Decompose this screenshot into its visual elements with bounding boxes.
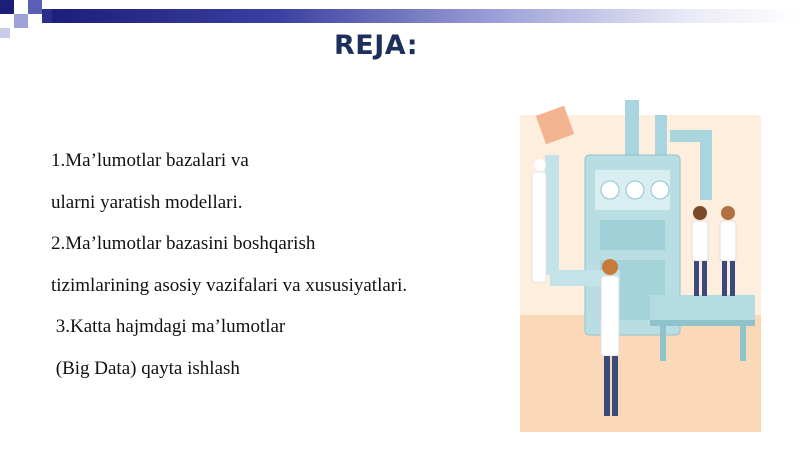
slide-title: REJA: bbox=[334, 30, 418, 61]
factory-illustration bbox=[520, 95, 761, 432]
plan-line: 3.Katta hajmdagi ma’lumotlar bbox=[51, 316, 286, 337]
header-gradient-bar bbox=[52, 9, 800, 23]
plan-list bbox=[51, 146, 407, 395]
factory-illustration-graphic bbox=[520, 95, 761, 432]
plan-line: 2.Ma’lumotlar bazasini boshqarish bbox=[51, 233, 316, 254]
plan-line: tizimlarining asosiy vazifalari va xususiyatlari. bbox=[51, 274, 408, 296]
plan-line: 1.Ma’lumotlar bazalari va bbox=[51, 150, 249, 171]
plan-line: (Big Data) qayta ishlash bbox=[51, 357, 240, 379]
plan-line: ularni yaratish modellari. bbox=[51, 191, 243, 213]
